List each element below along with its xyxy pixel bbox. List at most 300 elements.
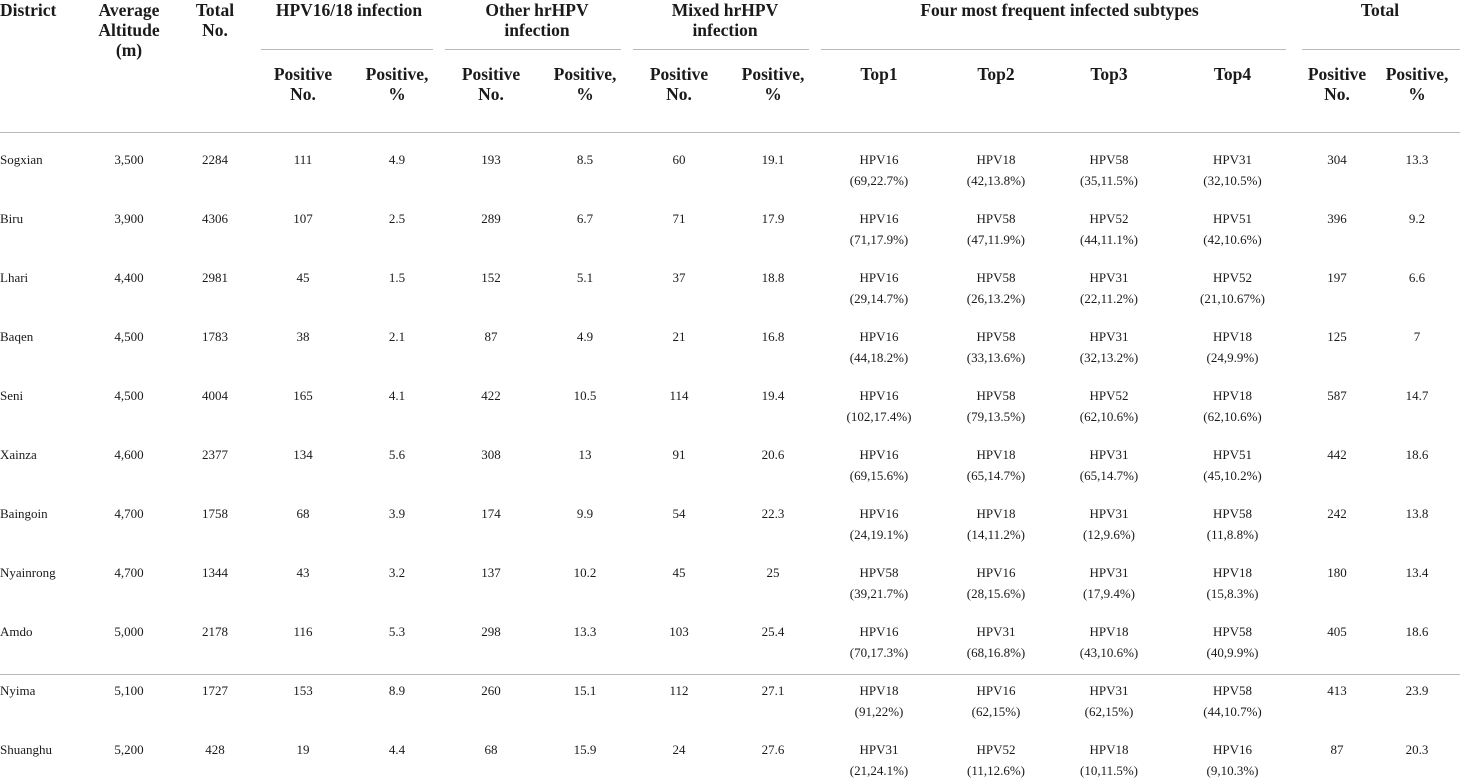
cell-district: Amdo — [0, 604, 83, 663]
subtype-name: HPV58 — [939, 208, 1053, 229]
subtype-count: (21,24.1%) — [819, 760, 939, 781]
subtype-name: HPV58 — [1165, 621, 1300, 642]
cell-altitude: 5,100 — [83, 663, 175, 722]
cell-district: Biru — [0, 191, 83, 250]
subtype-count: (69,15.6%) — [819, 465, 939, 486]
cell-h-no: 111 — [255, 133, 351, 192]
cell-tot-no: 180 — [1300, 545, 1374, 604]
header-pos-pct-line2: % — [727, 84, 819, 104]
subtype-count: (28,15.6%) — [939, 583, 1053, 604]
header-t-pos-no — [1300, 50, 1374, 133]
subtype-name: HPV58 — [1165, 680, 1300, 701]
subtype-count: (29,14.7%) — [819, 288, 939, 309]
cell-h-pct: 3.9 — [351, 486, 443, 545]
subtype-count: (42,13.8%) — [939, 170, 1053, 191]
subtype-name: HPV52 — [1165, 267, 1300, 288]
cell-district: Sogxian — [0, 133, 83, 192]
cell-altitude: 4,500 — [83, 309, 175, 368]
subtype-count: (45,10.2%) — [1165, 465, 1300, 486]
subtype-name: HPV16 — [819, 444, 939, 465]
cell-m-no: 103 — [631, 604, 727, 663]
cell-t2 — [939, 133, 1053, 192]
cell-tot-pct: 9.2 — [1374, 191, 1460, 250]
cell-o-pct: 4.9 — [539, 309, 631, 368]
cell-altitude: 4,500 — [83, 368, 175, 427]
cell-tot-no: 242 — [1300, 486, 1374, 545]
cell-h-no: 45 — [255, 250, 351, 309]
header-group-mixed — [631, 0, 819, 50]
cell-t3 — [1053, 663, 1165, 722]
header-altitude-line2: Altitude — [83, 20, 175, 40]
subtype-name: HPV58 — [939, 267, 1053, 288]
subtype-count: (24,9.9%) — [1165, 347, 1300, 368]
subtype-name: HPV52 — [939, 739, 1053, 760]
table-row — [0, 368, 1460, 427]
cell-tot-pct: 23.9 — [1374, 663, 1460, 722]
cell-o-no: 137 — [443, 545, 539, 604]
cell-o-no: 289 — [443, 191, 539, 250]
header-altitude-line1: Average — [83, 0, 175, 20]
header-district — [0, 0, 83, 133]
cell-t2 — [939, 545, 1053, 604]
cell-h-pct: 1.5 — [351, 250, 443, 309]
group-underline — [261, 49, 433, 50]
cell-m-pct: 18.8 — [727, 250, 819, 309]
cell-m-pct: 19.4 — [727, 368, 819, 427]
cell-h-pct: 4.9 — [351, 133, 443, 192]
header-altitude-line3: (m) — [83, 40, 175, 60]
subtype-count: (68,16.8%) — [939, 642, 1053, 663]
subtype-count: (44,18.2%) — [819, 347, 939, 368]
subtype-count: (79,13.5%) — [939, 406, 1053, 427]
cell-altitude: 3,500 — [83, 133, 175, 192]
cell-m-pct: 20.6 — [727, 427, 819, 486]
header-top4-label: Top4 — [1214, 64, 1251, 84]
table-row — [0, 604, 1460, 663]
cell-t2 — [939, 368, 1053, 427]
cell-altitude: 5,000 — [83, 604, 175, 663]
header-pos-pct-line1: Positive, — [539, 64, 631, 84]
header-group-total — [1300, 0, 1460, 50]
subtype-count: (39,21.7%) — [819, 583, 939, 604]
subtype-count: (9,10.3%) — [1165, 760, 1300, 781]
subtype-name: HPV58 — [939, 326, 1053, 347]
header-altitude — [83, 0, 175, 133]
cell-m-no: 21 — [631, 309, 727, 368]
cell-m-no: 91 — [631, 427, 727, 486]
subtype-count: (15,8.3%) — [1165, 583, 1300, 604]
cell-tot-no: 587 — [1300, 368, 1374, 427]
subtype-count: (62,15%) — [939, 701, 1053, 722]
subtype-count: (11,8.8%) — [1165, 524, 1300, 545]
header-pos-pct-line1: Positive, — [727, 64, 819, 84]
cell-total: 1783 — [175, 309, 255, 368]
subtype-name: HPV16 — [819, 326, 939, 347]
header-h-pos-no — [255, 50, 351, 133]
cell-t4 — [1165, 250, 1300, 309]
cell-t3 — [1053, 604, 1165, 663]
header-pos-no-line2: No. — [443, 84, 539, 104]
cell-t2 — [939, 250, 1053, 309]
table-row — [0, 309, 1460, 368]
cell-h-pct: 5.3 — [351, 604, 443, 663]
cell-district: Lhari — [0, 250, 83, 309]
subtype-name: HPV18 — [1053, 621, 1165, 642]
cell-total: 2284 — [175, 133, 255, 192]
cell-o-pct: 15.9 — [539, 722, 631, 781]
cell-h-no: 153 — [255, 663, 351, 722]
cell-o-pct: 9.9 — [539, 486, 631, 545]
cell-tot-pct: 7 — [1374, 309, 1460, 368]
subtype-name: HPV18 — [1053, 739, 1165, 760]
cell-district: Baqen — [0, 309, 83, 368]
cell-m-no: 45 — [631, 545, 727, 604]
subtype-name: HPV18 — [939, 149, 1053, 170]
cell-total: 1344 — [175, 545, 255, 604]
cell-t3 — [1053, 309, 1165, 368]
cell-t4 — [1165, 368, 1300, 427]
cell-tot-no: 413 — [1300, 663, 1374, 722]
cell-o-pct: 10.2 — [539, 545, 631, 604]
subtype-name: HPV16 — [819, 503, 939, 524]
cell-t2 — [939, 663, 1053, 722]
subtype-name: HPV18 — [1165, 385, 1300, 406]
cell-tot-no: 442 — [1300, 427, 1374, 486]
header-pos-pct-line2: % — [539, 84, 631, 104]
header-top2 — [939, 50, 1053, 133]
cell-m-pct: 17.9 — [727, 191, 819, 250]
cell-t1 — [819, 309, 939, 368]
subtype-name: HPV31 — [1053, 326, 1165, 347]
header-group-total-label: Total — [1361, 0, 1399, 20]
header-t-pos-pct — [1374, 50, 1460, 133]
cell-t4 — [1165, 545, 1300, 604]
subtype-name: HPV31 — [1165, 149, 1300, 170]
cell-tot-no: 396 — [1300, 191, 1374, 250]
cell-t1 — [819, 663, 939, 722]
cell-o-pct: 13 — [539, 427, 631, 486]
subtype-name: HPV18 — [939, 444, 1053, 465]
subtype-count: (32,10.5%) — [1165, 170, 1300, 191]
cell-h-no: 19 — [255, 722, 351, 781]
cell-t1 — [819, 604, 939, 663]
subtype-count: (17,9.4%) — [1053, 583, 1165, 604]
cell-o-pct: 5.1 — [539, 250, 631, 309]
table-row — [0, 722, 1460, 781]
cell-tot-pct: 14.7 — [1374, 368, 1460, 427]
cell-o-no: 87 — [443, 309, 539, 368]
group-underline — [1302, 49, 1460, 50]
cell-o-pct: 6.7 — [539, 191, 631, 250]
header-top1 — [819, 50, 939, 133]
subtype-count: (43,10.6%) — [1053, 642, 1165, 663]
cell-h-no: 165 — [255, 368, 351, 427]
table-row — [0, 191, 1460, 250]
header-top2-label: Top2 — [977, 64, 1014, 84]
table-row — [0, 427, 1460, 486]
cell-total: 2178 — [175, 604, 255, 663]
header-group-subtypes-label: Four most frequent infected subtypes — [920, 0, 1198, 20]
cell-o-pct: 8.5 — [539, 133, 631, 192]
header-m-pos-no — [631, 50, 727, 133]
table-row — [0, 545, 1460, 604]
subtype-count: (70,17.3%) — [819, 642, 939, 663]
cell-tot-pct: 13.3 — [1374, 133, 1460, 192]
cell-altitude: 4,400 — [83, 250, 175, 309]
group-underline — [821, 49, 1286, 50]
cell-h-no: 68 — [255, 486, 351, 545]
cell-t2 — [939, 486, 1053, 545]
subtype-name: HPV16 — [819, 385, 939, 406]
cell-m-pct: 25.4 — [727, 604, 819, 663]
subtype-name: HPV58 — [939, 385, 1053, 406]
cell-t4 — [1165, 309, 1300, 368]
subtype-name: HPV58 — [1053, 149, 1165, 170]
cell-o-no: 174 — [443, 486, 539, 545]
cell-t3 — [1053, 133, 1165, 192]
cell-o-no: 152 — [443, 250, 539, 309]
cell-h-pct: 5.6 — [351, 427, 443, 486]
cell-h-pct: 4.4 — [351, 722, 443, 781]
subtype-count: (47,11.9%) — [939, 229, 1053, 250]
cell-t1 — [819, 133, 939, 192]
header-total-no-line1: Total — [175, 0, 255, 20]
cell-t3 — [1053, 368, 1165, 427]
cell-tot-no: 304 — [1300, 133, 1374, 192]
cell-m-pct: 27.1 — [727, 663, 819, 722]
cell-m-pct: 19.1 — [727, 133, 819, 192]
header-pos-pct-line2: % — [1374, 84, 1460, 104]
cell-m-no: 37 — [631, 250, 727, 309]
header-top4 — [1165, 50, 1300, 133]
cell-tot-pct: 18.6 — [1374, 604, 1460, 663]
subtype-name: HPV31 — [1053, 444, 1165, 465]
header-pos-no-line2: No. — [255, 84, 351, 104]
table-row — [0, 250, 1460, 309]
subtype-name: HPV31 — [1053, 562, 1165, 583]
subtype-name: HPV31 — [939, 621, 1053, 642]
cell-t1 — [819, 427, 939, 486]
header-pos-no-line1: Positive — [255, 64, 351, 84]
cell-h-no: 38 — [255, 309, 351, 368]
cell-total: 4004 — [175, 368, 255, 427]
cell-t1 — [819, 486, 939, 545]
header-pos-no-line1: Positive — [1300, 64, 1374, 84]
subtype-count: (44,11.1%) — [1053, 229, 1165, 250]
subtype-name: HPV16 — [819, 267, 939, 288]
header-top3-label: Top3 — [1090, 64, 1127, 84]
subtype-name: HPV58 — [819, 562, 939, 583]
cell-o-no: 68 — [443, 722, 539, 781]
header-group-other — [443, 0, 631, 50]
header-group-mixed-line1: Mixed hrHPV — [631, 0, 819, 20]
group-underline — [445, 49, 621, 50]
header-top3 — [1053, 50, 1165, 133]
cell-total: 1727 — [175, 663, 255, 722]
cell-o-no: 260 — [443, 663, 539, 722]
header-group-subtypes — [819, 0, 1300, 50]
subtype-count: (24,19.1%) — [819, 524, 939, 545]
cell-district: Xainza — [0, 427, 83, 486]
cell-h-pct: 3.2 — [351, 545, 443, 604]
cell-district: Nyainrong — [0, 545, 83, 604]
subtype-count: (91,22%) — [819, 701, 939, 722]
cell-district: Baingoin — [0, 486, 83, 545]
cell-total: 2981 — [175, 250, 255, 309]
cell-altitude: 5,200 — [83, 722, 175, 781]
subtype-count: (10,11.5%) — [1053, 760, 1165, 781]
subtype-name: HPV58 — [1165, 503, 1300, 524]
cell-t3 — [1053, 486, 1165, 545]
cell-t1 — [819, 250, 939, 309]
cell-m-no: 112 — [631, 663, 727, 722]
cell-district: Nyima — [0, 663, 83, 722]
header-pos-no-line2: No. — [1300, 84, 1374, 104]
cell-t1 — [819, 191, 939, 250]
subtype-name: HPV51 — [1165, 444, 1300, 465]
cell-t3 — [1053, 250, 1165, 309]
table-header — [0, 0, 1460, 133]
cell-m-no: 60 — [631, 133, 727, 192]
cell-altitude: 4,600 — [83, 427, 175, 486]
subtype-name: HPV16 — [819, 621, 939, 642]
cell-district: Shuanghu — [0, 722, 83, 781]
cell-o-no: 422 — [443, 368, 539, 427]
subtype-name: HPV31 — [1053, 680, 1165, 701]
subtype-name: HPV18 — [1165, 326, 1300, 347]
cell-t2 — [939, 427, 1053, 486]
header-pos-pct-line1: Positive, — [1374, 64, 1460, 84]
table-body — [0, 133, 1460, 781]
cell-t4 — [1165, 133, 1300, 192]
cell-t4 — [1165, 191, 1300, 250]
cell-t1 — [819, 545, 939, 604]
header-m-pos-pct — [727, 50, 819, 133]
subtype-name: HPV31 — [1053, 267, 1165, 288]
subtype-count: (62,15%) — [1053, 701, 1165, 722]
subtype-count: (11,12.6%) — [939, 760, 1053, 781]
subtype-count: (71,17.9%) — [819, 229, 939, 250]
subtype-name: HPV16 — [1165, 739, 1300, 760]
header-o-pos-no — [443, 50, 539, 133]
header-pos-no-line2: No. — [631, 84, 727, 104]
cell-t2 — [939, 309, 1053, 368]
table-row — [0, 133, 1460, 192]
cell-t4 — [1165, 427, 1300, 486]
subtype-name: HPV18 — [939, 503, 1053, 524]
header-district-label: District — [0, 0, 56, 20]
header-group-hpv1618-label: HPV16/18 infection — [276, 0, 422, 20]
cell-tot-pct: 6.6 — [1374, 250, 1460, 309]
subtype-count: (32,13.2%) — [1053, 347, 1165, 368]
header-pos-no-line1: Positive — [631, 64, 727, 84]
cell-m-pct: 22.3 — [727, 486, 819, 545]
subtype-name: HPV18 — [819, 680, 939, 701]
subtype-count: (26,13.2%) — [939, 288, 1053, 309]
cell-t2 — [939, 604, 1053, 663]
cell-o-pct: 10.5 — [539, 368, 631, 427]
cell-total: 1758 — [175, 486, 255, 545]
cell-t3 — [1053, 722, 1165, 781]
cell-tot-no: 405 — [1300, 604, 1374, 663]
group-underline — [633, 49, 809, 50]
cell-m-pct: 16.8 — [727, 309, 819, 368]
subtype-count: (62,10.6%) — [1165, 406, 1300, 427]
header-group-mixed-line2: infection — [631, 20, 819, 40]
subtype-count: (44,10.7%) — [1165, 701, 1300, 722]
subtype-count: (22,11.2%) — [1053, 288, 1165, 309]
cell-tot-no: 87 — [1300, 722, 1374, 781]
cell-h-pct: 8.9 — [351, 663, 443, 722]
cell-t3 — [1053, 191, 1165, 250]
subtype-name: HPV16 — [939, 680, 1053, 701]
subtype-count: (65,14.7%) — [1053, 465, 1165, 486]
cell-t3 — [1053, 545, 1165, 604]
cell-altitude: 4,700 — [83, 545, 175, 604]
header-o-pos-pct — [539, 50, 631, 133]
header-group-other-line1: Other hrHPV — [443, 0, 631, 20]
cell-t3 — [1053, 427, 1165, 486]
cell-t1 — [819, 722, 939, 781]
cell-m-pct: 27.6 — [727, 722, 819, 781]
subtype-count: (33,13.6%) — [939, 347, 1053, 368]
cell-h-pct: 2.1 — [351, 309, 443, 368]
cell-tot-pct: 20.3 — [1374, 722, 1460, 781]
header-pos-pct-line2: % — [351, 84, 443, 104]
cell-o-pct: 15.1 — [539, 663, 631, 722]
header-h-pos-pct — [351, 50, 443, 133]
cell-h-no: 43 — [255, 545, 351, 604]
cell-h-pct: 2.5 — [351, 191, 443, 250]
cell-h-no: 134 — [255, 427, 351, 486]
header-group-hpv1618 — [255, 0, 443, 50]
subtype-name: HPV16 — [819, 149, 939, 170]
cell-tot-pct: 13.4 — [1374, 545, 1460, 604]
subtype-name: HPV52 — [1053, 208, 1165, 229]
cell-tot-pct: 18.6 — [1374, 427, 1460, 486]
subtype-count: (40,9.9%) — [1165, 642, 1300, 663]
subtype-count: (21,10.67%) — [1165, 288, 1300, 309]
cell-total: 2377 — [175, 427, 255, 486]
cell-t4 — [1165, 486, 1300, 545]
cell-tot-no: 197 — [1300, 250, 1374, 309]
header-pos-pct-line1: Positive, — [351, 64, 443, 84]
subtype-name: HPV31 — [1053, 503, 1165, 524]
subtype-count: (102,17.4%) — [819, 406, 939, 427]
cell-total: 428 — [175, 722, 255, 781]
subtype-count: (42,10.6%) — [1165, 229, 1300, 250]
cell-h-pct: 4.1 — [351, 368, 443, 427]
cell-m-pct: 25 — [727, 545, 819, 604]
header-top1-label: Top1 — [860, 64, 897, 84]
cell-o-pct: 13.3 — [539, 604, 631, 663]
subtype-count: (14,11.2%) — [939, 524, 1053, 545]
table-row — [0, 663, 1460, 722]
cell-total: 4306 — [175, 191, 255, 250]
cell-district: Seni — [0, 368, 83, 427]
cell-o-no: 308 — [443, 427, 539, 486]
header-group-other-line2: infection — [443, 20, 631, 40]
subtype-count: (69,22.7%) — [819, 170, 939, 191]
cell-m-no: 114 — [631, 368, 727, 427]
cell-tot-pct: 13.8 — [1374, 486, 1460, 545]
cell-h-no: 107 — [255, 191, 351, 250]
cell-altitude: 3,900 — [83, 191, 175, 250]
cell-t1 — [819, 368, 939, 427]
cell-altitude: 4,700 — [83, 486, 175, 545]
subtype-count: (65,14.7%) — [939, 465, 1053, 486]
cell-m-no: 71 — [631, 191, 727, 250]
